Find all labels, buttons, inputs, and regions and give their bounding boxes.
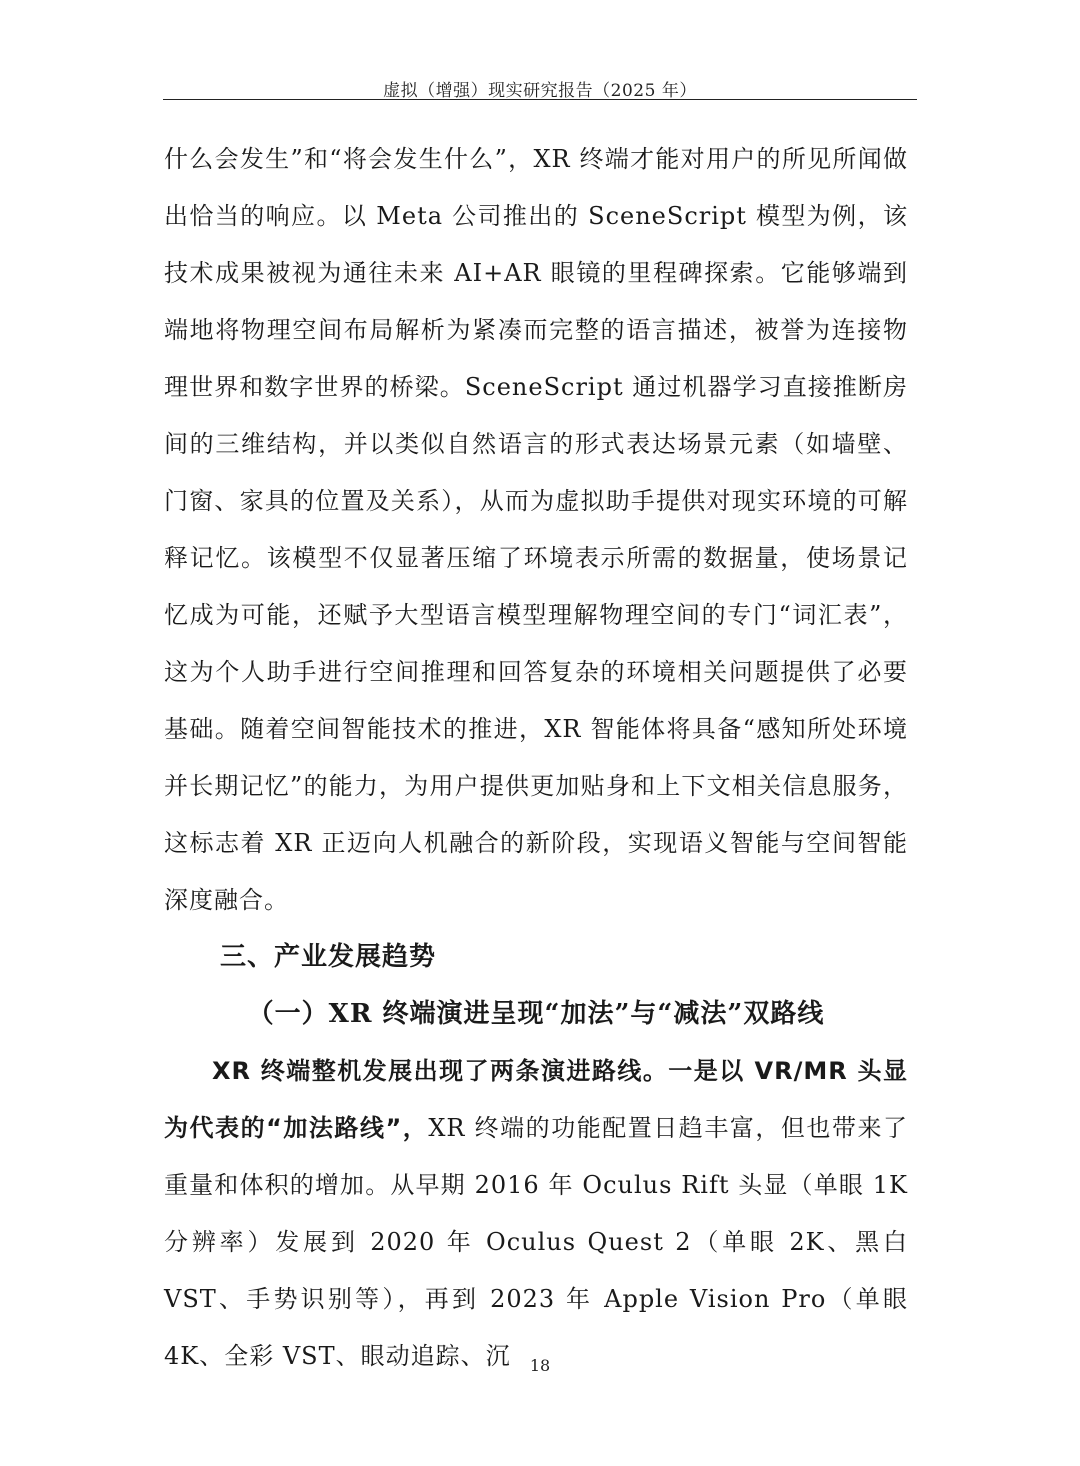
section-heading: 三、产业发展趋势 [220, 942, 437, 972]
paragraph-bold-lead: XR 终端整机发展出现了两条演进路线。一是以 VR/MR 头显为代表的“加法路线”， [164, 1057, 908, 1142]
paragraph-continuation: 什么会发生”和“将会发生什么”，XR 终端才能对用户的所见所闻做出恰当的响应。以 Meta 公司推出的 SceneScript 模型为例，该技术成果被视为通往未来 AI+AR 眼镜的里程碑探索。它能够端到端地将物理空间布局解析为紧凑而完整的语言描述，被誉为连接物理世界和数字世界的桥梁。SceneScript 通过机器学习直接推断房间的三维结构，并以类似自然语言的形式表达场景元素（如墙壁、门窗、家具的位置及关系），从而为虚拟助手提供对现实环境的可解释记忆。该模型不仅显著压缩了环境表示所需的数据量，使场景记忆成为可能，还赋予大型语言模型理解物理空间的专门“词汇表”，这为个人助手进行空间推理和回答复杂的环境相关问题提供了必要基础。随着空间智能技术的推进，XR 智能体将具备“感知所处环境并长期记忆”的能力，为用户提供更加贴身和上下文相关信息服务，这标志着 XR 正迈向人机融合的新阶段，实现语义智能与空间智能深度融合。 [164, 145, 908, 914]
subsection-heading: （一）XR 终端演进呈现“加法”与“减法”双路线 [247, 999, 825, 1029]
paragraph-body: XR 终端的功能配置日趋丰富，但也带来了重量和体积的增加。从早期 2016 年 Oculus Rift 头显（单眼 1K 分辨率）发展到 2020 年 Oculus Quest 2（单眼 2K、黑白 VST、手势识别等），再到 2023 年 Apple Vision Pro（单眼 4K、全彩 VST、眼动追踪、沉 [164, 1114, 908, 1370]
running-header: 虚拟（增强）现实研究报告（2025 年） [383, 81, 697, 101]
body-text [164, 131, 908, 1385]
paragraph-xr-routes [164, 1043, 908, 1385]
header-divider [163, 99, 917, 100]
page-number: 18 [529, 1356, 551, 1375]
